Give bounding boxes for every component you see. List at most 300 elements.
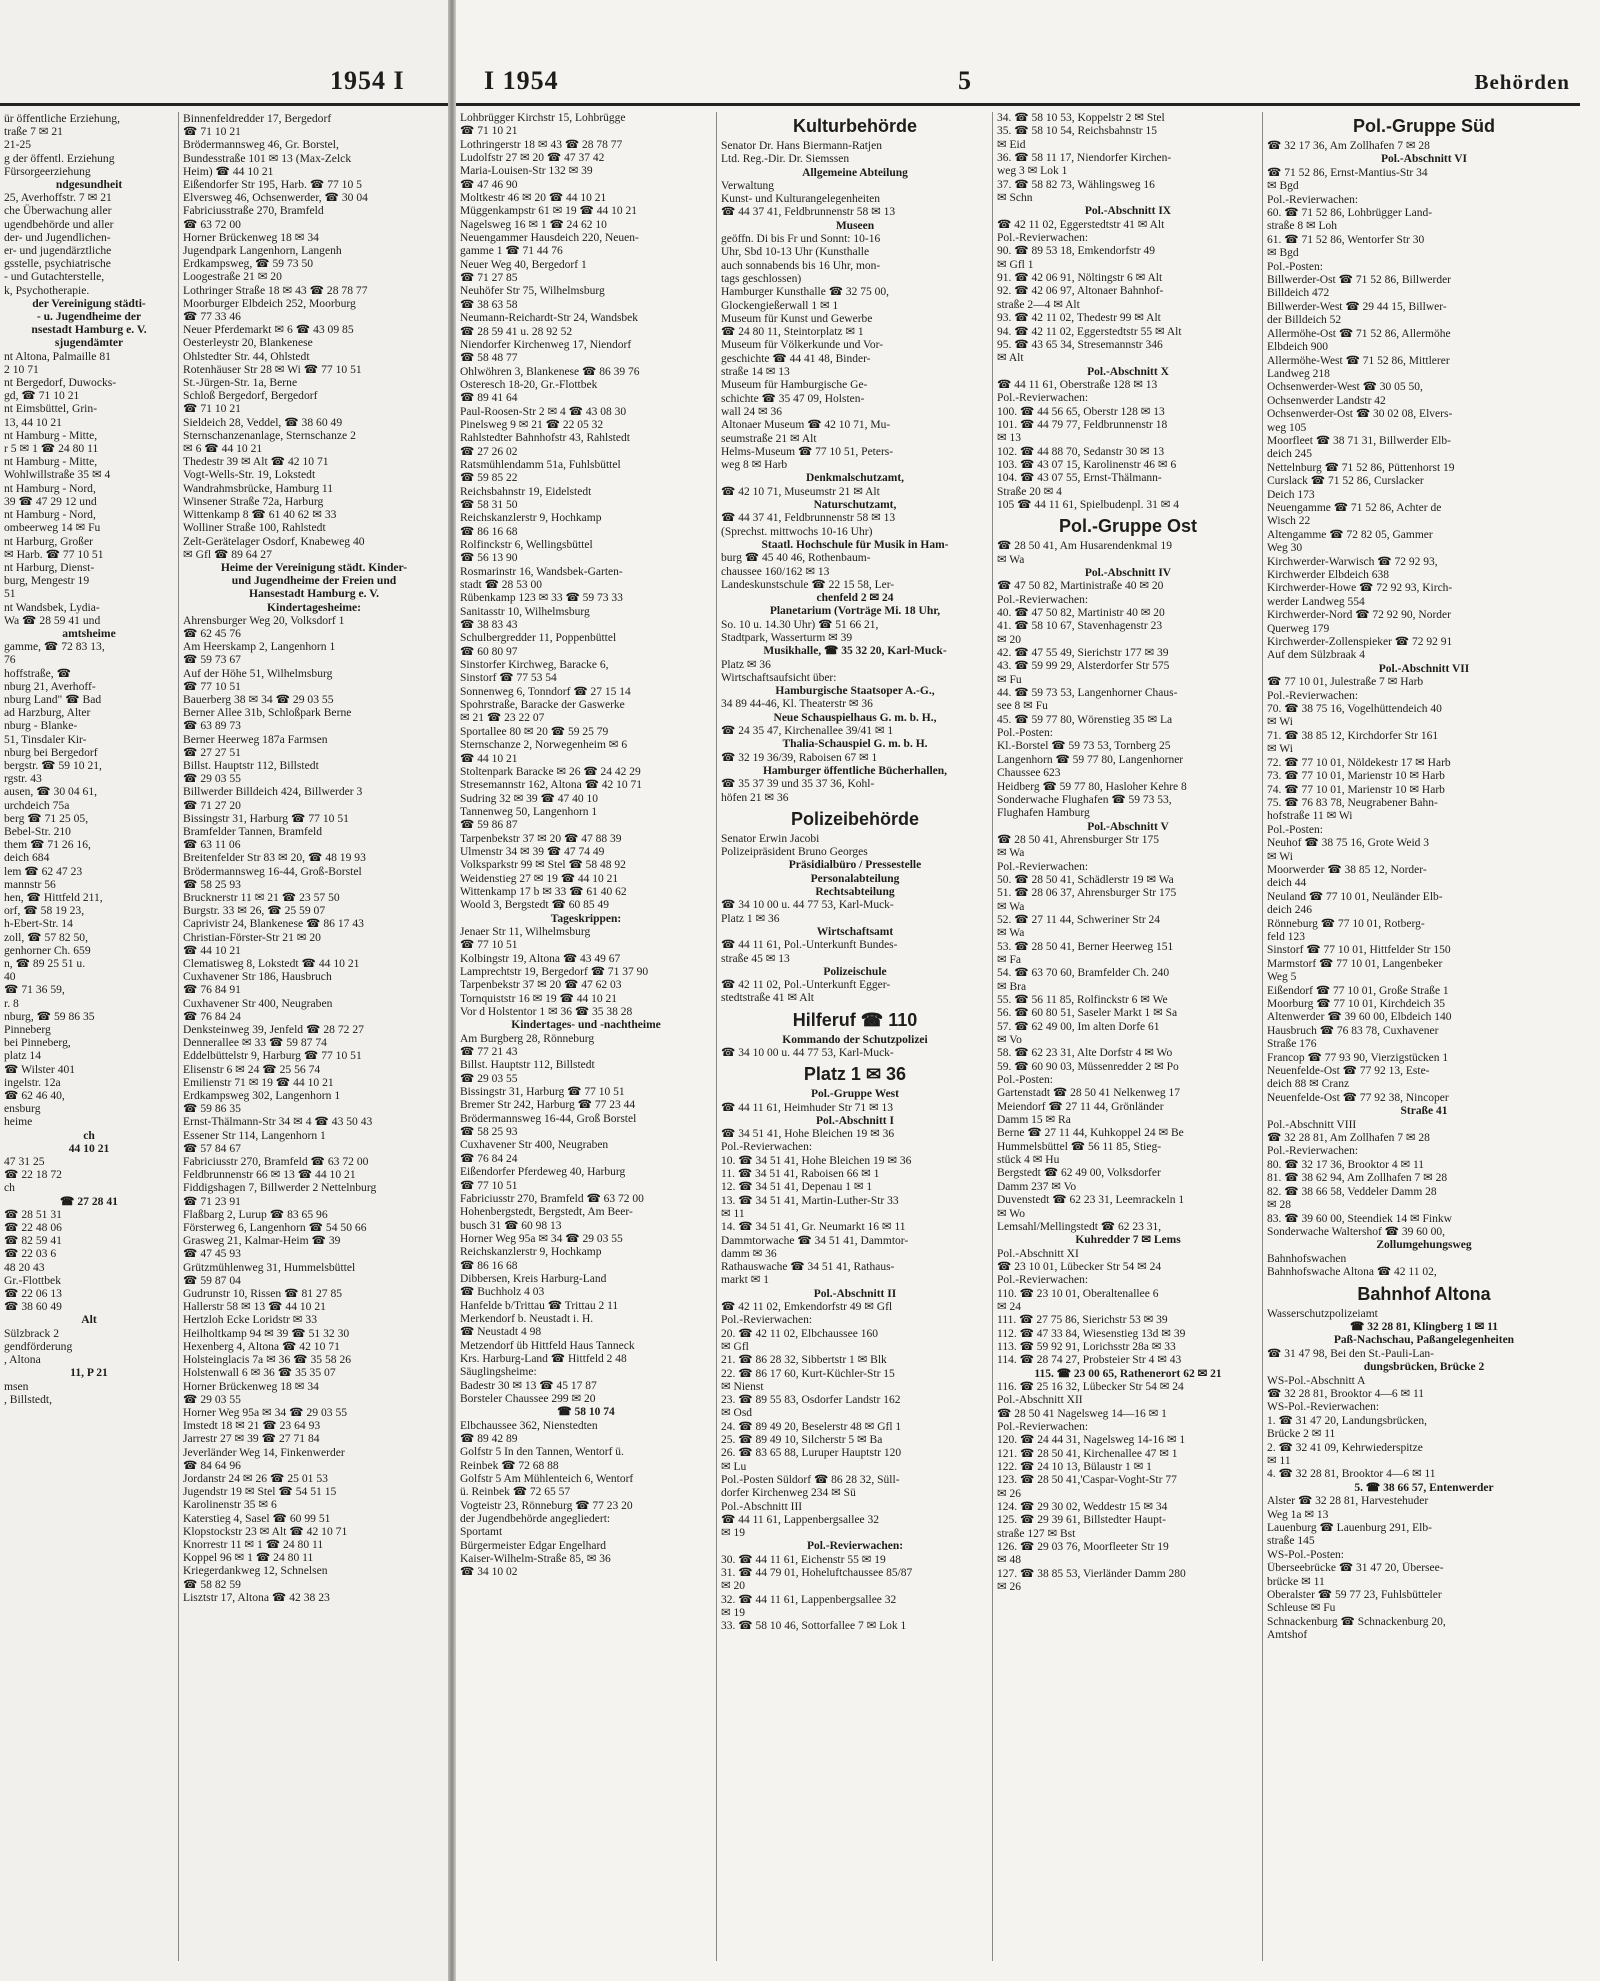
- section-heading: Kindertages- und -nachtheime: [511, 1019, 661, 1032]
- directory-line: Pol.-Revierwachen:: [997, 593, 1089, 606]
- directory-line: Senator Erwin Jacobi: [721, 832, 820, 845]
- directory-line: ☎ 57 84 67: [183, 1141, 241, 1155]
- directory-line: ☎ 28 51 31: [4, 1207, 62, 1221]
- directory-line: 80. ☎ 32 17 36, Brooktor 4 ✉ 11: [1267, 1158, 1425, 1171]
- directory-line: 91. ☎ 42 06 91, Nöltingstr 6 ✉ Alt: [997, 272, 1163, 285]
- directory-line: feld 123: [1267, 930, 1306, 943]
- directory-line: Eißendorf ☎ 77 10 01, Große Straße 1: [1267, 984, 1449, 997]
- directory-line: Knorrestr 11 ✉ 1 ☎ 24 80 11: [183, 1537, 324, 1551]
- directory-line: ✉ Wa: [997, 927, 1025, 940]
- directory-line: ☎ 77 33 46: [183, 310, 241, 324]
- directory-line: Schnackenburg ☎ Schnackenburg 20,: [1267, 1615, 1446, 1628]
- directory-line: g der öffentl. Erziehung: [4, 151, 115, 165]
- directory-line: ☎ 34 10 00 u. 44 77 53, Karl-Muck-: [721, 1047, 894, 1059]
- directory-line: brücke ✉ 11: [1267, 1575, 1325, 1588]
- directory-line: straße 45 ✉ 13: [721, 952, 790, 965]
- directory-line: Wandrahmsbrücke, Hamburg 11: [183, 481, 334, 495]
- section-heading: chenfeld 2 ✉ 24: [816, 592, 894, 605]
- directory-line: ☎ 59 86 87: [460, 819, 518, 832]
- directory-line: Neuer Pferdemarkt ✉ 6 ☎ 43 09 85: [183, 323, 354, 337]
- directory-line: geschichte ☎ 44 41 48, Binder-: [721, 352, 871, 365]
- directory-line: dorfer Kirchenweg 234 ✉ Sü: [721, 1487, 856, 1500]
- directory-line: Neuenfelde-Ost ☎ 77 92 38, Nincoper: [1267, 1091, 1449, 1104]
- directory-line: Clematisweg 8, Lokstedt ☎ 44 10 21: [183, 957, 360, 970]
- directory-line: Weg 30: [1267, 542, 1303, 555]
- directory-line: Osteresch 18-20, Gr.-Flottbek: [460, 378, 598, 391]
- directory-line: Curslack ☎ 71 52 86, Curslacker: [1267, 475, 1424, 488]
- directory-line: ☎ 47 50 82, Martinistraße 40 ✉ 20: [997, 580, 1164, 593]
- directory-line: 126. ☎ 29 03 76, Moorfleeter Str 19: [997, 1541, 1169, 1554]
- directory-line: Woold 3, Bergstedt ☎ 60 85 49: [460, 899, 609, 912]
- directory-line: So. 10 u. 14.30 Uhr) ☎ 51 66 21,: [721, 618, 879, 631]
- directory-line: Pol.-Revierwachen:: [997, 860, 1089, 873]
- directory-line: Straße 176: [1267, 1038, 1317, 1051]
- directory-line: ✉ 20: [997, 633, 1022, 646]
- directory-line: ☎ 62 46 40,: [4, 1089, 65, 1103]
- directory-line: Wolliner Straße 100, Rahlstedt: [183, 521, 326, 535]
- directory-line: ☎ 71 27 20: [183, 798, 241, 812]
- directory-line: Ltd. Reg.-Dir. Dr. Siemssen: [721, 153, 850, 166]
- directory-line: ☎ Wilster 401: [4, 1062, 76, 1076]
- directory-line: Eißendorfer Str 195, Harb. ☎ 77 10 5: [183, 178, 362, 192]
- directory-line: Pol.-Revierwachen:: [997, 1421, 1089, 1433]
- section-title: Behörden: [1474, 70, 1570, 94]
- directory-line: ✉ Wa: [997, 553, 1025, 566]
- directory-line: Langenhorn ☎ 59 77 80, Langenhorner: [997, 753, 1184, 766]
- directory-line: 43. ☎ 59 99 29, Alsterdorfer Str 575: [997, 660, 1170, 673]
- directory-line: 25. ☎ 89 49 10, Silcherstr 5 ✉ Ba: [721, 1434, 883, 1447]
- directory-line: 124. ☎ 29 30 02, Weddestr 15 ✉ 34: [997, 1501, 1168, 1514]
- directory-line: Moltkestr 46 ✉ 20 ☎ 44 10 21: [460, 192, 607, 205]
- directory-line: nburg bei Bergedorf: [4, 745, 98, 759]
- section-heading: sjugendämter: [54, 336, 124, 350]
- directory-line: 47 31 25: [4, 1155, 45, 1169]
- directory-line: Eißendorfer Pferdeweg 40, Harburg: [460, 1166, 626, 1179]
- directory-line: ✉ 26: [997, 1487, 1022, 1500]
- section-heading: Platz 1 ✉ 36: [803, 1064, 907, 1085]
- directory-line: ✉ 26: [997, 1581, 1022, 1594]
- directory-line: Erdkampsweg 302, Langenhorn 1: [183, 1089, 341, 1103]
- directory-line: Horner Brückenweg 18 ✉ 34: [183, 230, 319, 244]
- directory-line: ☎ 56 13 90: [460, 552, 518, 565]
- directory-line: ✉ 6 ☎ 44 10 21: [183, 442, 263, 456]
- directory-line: 103. ☎ 43 07 15, Karolinenstr 46 ✉ 6: [997, 458, 1177, 471]
- directory-line: 1. ☎ 31 47 20, Landungsbrücken,: [1267, 1414, 1427, 1427]
- directory-line: geöffn. Di bis Fr und Sonnt: 10-16: [721, 233, 881, 246]
- directory-line: 82. ☎ 38 66 58, Veddeler Damm 28: [1267, 1185, 1437, 1198]
- directory-line: höfen 21 ✉ 36: [721, 791, 789, 804]
- directory-line: 122. ☎ 24 10 13, Bülaustr 1 ✉ 1: [997, 1461, 1152, 1474]
- directory-line: ✉ Bgd: [1267, 180, 1299, 193]
- directory-line: 127. ☎ 38 85 53, Vierländer Damm 280: [997, 1567, 1186, 1580]
- directory-line: 39 ☎ 47 29 12 und: [4, 494, 97, 508]
- directory-line: lem ☎ 62 47 23: [4, 864, 83, 878]
- directory-line: ☎ 77 10 01, Julestraße 7 ✉ Harb: [1267, 676, 1424, 689]
- directory-line: Am Heerskamp 2, Langenhorn 1: [183, 640, 336, 654]
- directory-line: Museum für Hamburgische Ge-: [721, 379, 868, 392]
- section-heading: 44 10 21: [68, 1141, 110, 1155]
- directory-line: , Altona: [4, 1353, 41, 1367]
- directory-line: mannstr 56: [4, 877, 56, 891]
- directory-line: markt ✉ 1: [721, 1274, 769, 1287]
- directory-line: Gr.-Flottbek: [4, 1273, 62, 1287]
- directory-line: 94. ☎ 42 11 02, Eggerstedtstr 55 ✉ Alt: [997, 325, 1182, 338]
- directory-line: Polizeipräsident Bruno Georges: [721, 846, 868, 859]
- directory-line: ☎ 31 47 98, Bei den St.-Pauli-Lan-: [1267, 1347, 1434, 1360]
- directory-line: ☎ 42 10 71, Museumstr 21 ✉ Alt: [721, 485, 880, 498]
- directory-line: St.-Jürgen-Str. 1a, Berne: [183, 376, 298, 390]
- directory-line: Paul-Roosen-Str 2 ✉ 4 ☎ 43 08 30: [460, 405, 627, 418]
- directory-line: Thedestr 39 ✉ Alt ☎ 42 10 71: [183, 455, 329, 469]
- directory-line: Karolinenstr 35 ✉ 6: [183, 1498, 277, 1512]
- directory-line: ☎ 59 86 35: [183, 1102, 241, 1116]
- directory-line: ☎ 32 17 36, Am Zollhafen 7 ✉ 28: [1267, 140, 1430, 152]
- directory-line: 12. ☎ 34 51 41, Depenau 1 ✉ 1: [721, 1181, 873, 1194]
- directory-line: Billdeich 472: [1267, 287, 1330, 300]
- directory-line: Wirtschaftsaufsicht über:: [721, 671, 837, 684]
- directory-line: Deich 173: [1267, 488, 1315, 501]
- directory-line: Pol.-Revierwachen:: [997, 232, 1089, 245]
- directory-line: weg 3 ✉ Lok 1: [997, 165, 1068, 178]
- directory-line: heime: [4, 1115, 33, 1129]
- directory-line: Heim) ☎ 44 10 21: [183, 164, 274, 178]
- directory-line: ☎ 32 28 81, Brooktor 4—6 ✉ 11: [1267, 1387, 1425, 1400]
- directory-line: Amtshof: [1267, 1629, 1308, 1642]
- directory-line: Berner Heerweg 187a Farmsen: [183, 732, 328, 746]
- directory-line: Sonnenweg 6, Tonndorf ☎ 27 15 14: [460, 685, 631, 698]
- directory-line: Berne ☎ 27 11 44, Kuhkoppel 24 ✉ Be: [997, 1127, 1184, 1140]
- directory-line: ☎ 38 60 49: [4, 1300, 62, 1314]
- directory-line: 90. ☎ 89 53 18, Emkendorfstr 49: [997, 245, 1156, 258]
- section-heading: ☎ 58 10 74: [557, 1406, 615, 1419]
- directory-line: Pol.-Revierwachen:: [997, 1274, 1089, 1287]
- section-heading: Wirtschaftsamt: [816, 925, 894, 938]
- directory-line: Flaßbarg 2, Lurup ☎ 83 65 96: [183, 1207, 328, 1221]
- directory-line: ☎ 77 10 51: [460, 939, 518, 952]
- directory-line: Cuxhavener Str 400, Neugraben: [183, 996, 333, 1010]
- directory-line: Wittenkamp 17 b ✉ 33 ☎ 61 40 62: [460, 885, 627, 898]
- directory-line: Nagelsweg 16 ✉ 1 ☎ 24 62 10: [460, 218, 607, 231]
- directory-line: ☎ 71 52 86, Ernst-Mantius-Str 34: [1267, 166, 1428, 179]
- directory-line: Försterweg 6, Langenhorn ☎ 54 50 66: [183, 1221, 367, 1235]
- directory-line: Billst. Hauptstr 112, Billstedt: [460, 1059, 595, 1072]
- directory-line: ausen, ☎ 30 04 61,: [4, 785, 98, 799]
- directory-line: ☎ 71 10 21: [183, 402, 241, 416]
- directory-line: 104. ☎ 43 07 55, Ernst-Thälmann-: [997, 472, 1162, 485]
- directory-line: Elbchaussee 362, Nienstedten: [460, 1419, 598, 1432]
- directory-line: Jugendstr 19 ✉ Stel ☎ 54 51 15: [183, 1485, 337, 1499]
- directory-line: Chaussee 623: [997, 767, 1061, 780]
- directory-line: ☎ 29 03 55: [183, 772, 241, 786]
- directory-line: Ohlstedter Str. 44, Ohlstedt: [183, 349, 310, 363]
- directory-line: Lothringer Straße 18 ✉ 43 ☎ 28 78 77: [183, 283, 368, 297]
- directory-line: ☎ 63 72 00: [183, 217, 241, 231]
- section-heading: 11, P 21: [70, 1366, 108, 1380]
- directory-line: ✉ Fu: [997, 673, 1022, 686]
- directory-line: 92. ☎ 42 06 97, Altonaer Bahnhof-: [997, 285, 1164, 298]
- header-rule: [0, 103, 448, 106]
- directory-line: them ☎ 71 26 16,: [4, 838, 91, 852]
- directory-line: Flughafen Hamburg: [997, 807, 1090, 820]
- directory-line: ☎ 44 11 61, Pol.-Unterkunft Bundes-: [721, 939, 898, 952]
- directory-line: Sinstorf ☎ 77 53 54: [460, 672, 557, 685]
- directory-line: Sieldeich 28, Veddel, ☎ 38 60 49: [183, 415, 343, 429]
- section-heading: Hansestadt Hamburg e. V.: [248, 587, 379, 601]
- directory-line: ☎ 22 06 13: [4, 1287, 62, 1301]
- section-heading: ☎ 27 28 41: [60, 1194, 118, 1208]
- directory-line: Moorburg ☎ 77 10 01, Kirchdeich 35: [1267, 998, 1445, 1010]
- directory-line: Eddelbüttelstr 9, Harburg ☎ 77 10 51: [183, 1049, 362, 1063]
- left-page: [0, 0, 448, 1981]
- directory-line: Lauenburg ☎ Lauenburg 291, Elb-: [1267, 1522, 1432, 1535]
- directory-line: wall 24 ✉ 36: [721, 405, 783, 418]
- directory-line: ✉ 20: [721, 1580, 746, 1593]
- directory-line: ☎ 38 83 43: [460, 619, 518, 632]
- directory-line: Ahrensburger Weg 20, Volksdorf 1: [183, 613, 345, 627]
- directory-line: Nettelnburg ☎ 71 52 86, Püttenhorst 19: [1267, 461, 1455, 474]
- directory-line: gd, ☎ 71 10 21: [4, 389, 80, 403]
- directory-line: Grasweg 21, Kalmar-Heim ☎ 39: [183, 1234, 341, 1248]
- directory-line: 110. ☎ 23 10 01, Oberaltenallee 6: [997, 1287, 1159, 1300]
- section-heading: Pol.-Gruppe Ost: [1058, 516, 1197, 537]
- directory-line: ☎ 28 50 41, Ahrensburger Str 175: [997, 833, 1160, 846]
- directory-line: Tarpenbekstr 37 ✉ 20 ☎ 47 62 03: [460, 979, 622, 992]
- directory-line: ☎ 44 11 61, Heimhuder Str 71 ✉ 13: [721, 1101, 894, 1114]
- directory-line: ☎ 76 84 24: [460, 1152, 518, 1165]
- directory-line: ☎ 60 80 97: [460, 645, 518, 658]
- header-rule: [456, 103, 1580, 106]
- directory-line: ✉ Eid: [997, 138, 1026, 151]
- directory-line: nt Altona, Palmaille 81: [4, 349, 111, 363]
- directory-line: rgstr. 43: [4, 772, 42, 786]
- directory-line: ✉ Bgd: [1267, 247, 1299, 260]
- section-heading: Kommando der Schutzpolizei: [782, 1033, 928, 1046]
- directory-line: platz 14: [4, 1049, 42, 1063]
- directory-line: Ludolfstr 27 ✉ 20 ☎ 47 37 42: [460, 152, 605, 165]
- directory-line: Vogteistr 23, Rönneburg ☎ 77 23 20: [460, 1499, 633, 1512]
- directory-line: Neuer Weg 40, Bergedorf 1: [460, 258, 587, 271]
- directory-line: Bundesstraße 101 ✉ 13 (Max-Zelck: [183, 151, 352, 165]
- directory-line: Sülzbrack 2: [4, 1326, 60, 1340]
- section-heading: Polizeibehörde: [790, 808, 920, 829]
- directory-line: Fürsorgeerziehung: [4, 164, 91, 178]
- directory-line: 14. ☎ 34 51 41, Gr. Neumarkt 16 ✉ 11: [721, 1221, 906, 1234]
- section-heading: Heime der Vereinigung städt. Kinder-: [220, 560, 408, 574]
- directory-line: ☎ 59 85 22: [460, 472, 518, 485]
- section-heading: Kuhredder 7 ✉ Lems: [1075, 1234, 1181, 1247]
- directory-line: (Sprechst. mittwochs 10-16 Uhr): [721, 525, 873, 538]
- directory-line: 45. ☎ 59 77 80, Wörenstieg 35 ✉ La: [997, 713, 1173, 726]
- directory-line: ☎ 22 48 06: [4, 1221, 62, 1235]
- directory-line: Tornquiststr 16 ✉ 19 ☎ 44 10 21: [460, 992, 618, 1005]
- directory-line: ✉ Gfl: [721, 1340, 749, 1353]
- column-2: [716, 112, 989, 1961]
- directory-line: 60. ☎ 71 52 86, Lohbrügger Land-: [1267, 207, 1433, 220]
- directory-line: 111. ☎ 27 75 86, Sierichstr 53 ✉ 39: [997, 1314, 1168, 1327]
- directory-line: Weidenstieg 27 ✉ 19 ☎ 44 10 21: [460, 872, 619, 885]
- directory-line: Pol.-Posten:: [1267, 823, 1323, 836]
- directory-line: Helms-Museum ☎ 77 10 51, Peters-: [721, 445, 894, 458]
- directory-line: 71. ☎ 38 85 12, Kirchdorfer Str 161: [1267, 729, 1439, 742]
- directory-line: Hexenberg 4, Altona ☎ 42 10 71: [183, 1339, 340, 1353]
- directory-line: Koppel 96 ✉ 1 ☎ 24 80 11: [183, 1551, 314, 1565]
- directory-line: Sudring 32 ✉ 39 ☎ 47 40 10: [460, 792, 599, 805]
- directory-line: Hallerstr 58 ✉ 13 ☎ 44 10 21: [183, 1300, 326, 1314]
- directory-line: Christian-Förster-Str 21 ✉ 20: [183, 930, 321, 944]
- section-heading: Naturschutzamt,: [813, 499, 897, 512]
- directory-line: Rolfinckstr 6, Wellingsbüttel: [460, 539, 593, 551]
- directory-line: ☎ 77 10 51: [183, 679, 241, 693]
- directory-line: nt Wandsbek, Lydia-: [4, 600, 100, 614]
- directory-line: 100. ☎ 44 56 65, Oberstr 128 ✉ 13: [997, 405, 1165, 418]
- directory-line: ☎ 42 11 02, Emkendorfstr 49 ✉ Gfl: [721, 1301, 893, 1314]
- directory-line: ☎ 38 63 58: [460, 298, 518, 311]
- section-heading: ☎ 32 28 81, Klingberg 1 ✉ 11: [1350, 1320, 1498, 1333]
- right-page: [456, 0, 1600, 1981]
- directory-line: Platz ✉ 36: [721, 658, 771, 671]
- directory-line: ✉ Vo: [997, 1034, 1022, 1047]
- directory-line: 44. ☎ 59 73 53, Langenhorner Chaus-: [997, 687, 1178, 700]
- directory-line: Zelt-Gerätelager Osdorf, Knabeweg 40: [183, 534, 365, 548]
- directory-line: 113. ☎ 59 92 91, Lorichsstr 28a ✉ 33: [997, 1340, 1176, 1353]
- directory-line: burg ☎ 45 40 46, Rothenbaum-: [721, 552, 871, 565]
- directory-line: ☎ 34 10 02: [460, 1566, 518, 1579]
- directory-line: ☎ 71 10 21: [460, 125, 518, 138]
- directory-line: ☎ 44 10 21: [183, 943, 241, 957]
- directory-line: Moorfleet ☎ 38 71 31, Billwerder Elb-: [1267, 434, 1451, 447]
- directory-line: Pol.-Abschnitt XI: [997, 1247, 1079, 1260]
- section-heading: dungsbrücken, Brücke 2: [1363, 1361, 1485, 1374]
- directory-line: 93. ☎ 42 11 02, Thedestr 99 ✉ Alt: [997, 312, 1161, 325]
- directory-line: , Billstedt,: [4, 1392, 52, 1406]
- directory-line: 34. ☎ 58 10 53, Koppelstr 2 ✉ Stel: [997, 112, 1165, 124]
- directory-line: Hanfelde b/Trittau ☎ Trittau 2 11: [460, 1299, 619, 1312]
- directory-line: Lisztstr 17, Altona ☎ 42 38 23: [183, 1590, 330, 1604]
- directory-line: WS-Pol.-Posten:: [1267, 1548, 1344, 1561]
- section-heading: Tageskrippen:: [550, 912, 622, 925]
- directory-line: 59. ☎ 60 90 03, Müssenredder 2 ✉ Po: [997, 1060, 1179, 1073]
- section-heading: ch: [83, 1128, 95, 1142]
- directory-line: ☎ 86 16 68: [460, 525, 518, 538]
- directory-line: nburg - Blanke-: [4, 719, 78, 733]
- directory-line: ☎ 58 31 50: [460, 498, 518, 511]
- directory-line: Pol.-Revierwachen:: [1267, 1145, 1359, 1158]
- directory-line: Pol.-Revierwachen:: [1267, 689, 1359, 702]
- directory-line: Straße 20 ✉ 4: [997, 485, 1062, 498]
- directory-line: stadt ☎ 28 53 00: [460, 579, 543, 592]
- directory-line: ✉ Alt: [997, 352, 1024, 365]
- directory-line: 21. ☎ 86 28 32, Sibbertstr 1 ✉ Blk: [721, 1354, 887, 1367]
- section-heading: Thalia-Schauspiel G. m. b. H.: [782, 738, 928, 751]
- directory-line: ☎ 47 45 93: [183, 1247, 241, 1261]
- directory-line: Binnenfeldredder 17, Bergedorf: [183, 112, 332, 125]
- directory-line: Loogestraße 21 ✉ 20: [183, 270, 282, 284]
- directory-line: ☎ 44 11 61, Oberstraße 128 ✉ 13: [997, 378, 1158, 391]
- directory-line: Fabriciusstr 270, Bramfeld ☎ 63 72 00: [183, 1155, 369, 1169]
- directory-line: Kirchwerder-Zollenspieker ☎ 72 92 91: [1267, 636, 1453, 649]
- directory-line: Bahnhofswache Altona ☎ 42 11 02,: [1267, 1266, 1437, 1279]
- section-heading: nsestadt Hamburg e. V.: [31, 323, 147, 337]
- directory-line: ✉ 19: [721, 1606, 746, 1619]
- directory-line: 105 ☎ 44 11 61, Spielbudenpl. 31 ✉ 4: [997, 498, 1179, 511]
- section-heading: Paß-Nachschau, Paßangelegenheiten: [1333, 1334, 1515, 1347]
- section-heading: 115. ☎ 23 00 65, Rathenerort 62 ✉ 21: [1034, 1367, 1222, 1380]
- section-heading: Rechtsabteilung: [815, 886, 895, 899]
- directory-line: 52. ☎ 27 11 44, Schweriner Str 24: [997, 913, 1161, 926]
- directory-line: tags geschlossen): [721, 272, 802, 285]
- directory-line: werder Landweg 554: [1267, 595, 1365, 608]
- directory-line: Damm 237 ✉ Vo: [997, 1180, 1077, 1193]
- directory-line: traße 7 ✉ 21: [4, 125, 63, 139]
- directory-line: Museum für Völkerkunde und Vor-: [721, 339, 884, 352]
- directory-line: che Überwachung aller: [4, 204, 112, 218]
- section-heading: Pol.-Abschnitt II: [813, 1287, 897, 1300]
- directory-line: gendförderung: [4, 1339, 73, 1353]
- directory-line: ☎ 71 36 59,: [4, 983, 65, 997]
- directory-line: 36. ☎ 58 11 17, Niendorfer Kirchen-: [997, 152, 1172, 165]
- directory-line: Horner Brückenweg 18 ✉ 34: [183, 1379, 319, 1393]
- directory-line: Metzendorf üb Hittfeld Haus Tanneck: [460, 1339, 635, 1352]
- directory-line: ✉ Wi: [1267, 850, 1293, 863]
- directory-line: Wohlwillstraße 35 ✉ 4: [4, 468, 111, 482]
- directory-line: Bürgermeister Edgar Engelhard: [460, 1539, 607, 1552]
- directory-line: deich 684: [4, 851, 50, 865]
- directory-line: Spohrstraße, Baracke der Gaswerke: [460, 699, 625, 712]
- directory-line: 120. ☎ 24 44 31, Nagelsweg 14-16 ✉ 1: [997, 1434, 1186, 1447]
- directory-line: ☎ 27 27 51: [183, 745, 241, 759]
- directory-line: Stoltenpark Baracke ✉ 26 ☎ 24 42 29: [460, 765, 641, 778]
- directory-line: Schloß Bergedorf, Bergedorf: [183, 389, 318, 403]
- directory-line: ☎ 63 89 73: [183, 719, 241, 733]
- directory-line: Hertzloh Ecke Loridstr ✉ 33: [183, 1313, 317, 1327]
- directory-line: Kriegerdankweg 12, Schnelsen: [183, 1564, 328, 1578]
- directory-line: Moorburger Elbdeich 252, Moorburg: [183, 296, 356, 310]
- directory-line: Uhr, Sbd 10-13 Uhr (Kunsthalle: [721, 246, 870, 259]
- directory-line: 4. ☎ 32 28 81, Brooktor 4—6 ✉ 11: [1267, 1468, 1436, 1481]
- directory-line: Gudrunstr 10, Rissen ☎ 81 27 85: [183, 1287, 343, 1301]
- directory-line: Bauerberg 38 ✉ 34 ☎ 29 03 55: [183, 692, 334, 706]
- directory-line: Pol.-Posten Süldorf ☎ 86 28 32, Süll-: [721, 1473, 900, 1486]
- directory-line: nt Bergedorf, Duwocks-: [4, 376, 117, 390]
- directory-line: Pol.-Posten:: [997, 727, 1053, 740]
- directory-line: Jarrestr 27 ✉ 39 ☎ 27 71 84: [183, 1432, 320, 1446]
- directory-line: ☎ 77 21 43: [460, 1046, 518, 1059]
- right-page-header: [456, 66, 1600, 102]
- directory-line: ☎ 89 41 64: [460, 392, 518, 405]
- directory-line: Horner Weg 95a ✉ 34 ☎ 29 03 55: [183, 1405, 348, 1419]
- directory-line: ✉ 21 ☎ 23 22 07: [460, 712, 545, 725]
- directory-line: nburg Land" ☎ Bad: [4, 692, 102, 706]
- directory-line: 34 89 44-46, Kl. Theaterstr ✉ 36: [721, 698, 873, 711]
- directory-line: ✉ Bra: [997, 980, 1027, 993]
- directory-line: 75. ☎ 76 83 78, Neugrabener Bahn-: [1267, 796, 1438, 809]
- directory-line: 22. ☎ 86 17 60, Kurt-Küchler-Str 15: [721, 1367, 895, 1380]
- section-heading: Pol.-Abschnitt IV: [1084, 567, 1172, 579]
- directory-line: berg ☎ 71 25 05,: [4, 811, 89, 825]
- directory-line: ✉ 19: [721, 1527, 746, 1540]
- directory-line: 32. ☎ 44 11 61, Lappenbergsallee 32: [721, 1593, 897, 1606]
- directory-line: 61. ☎ 71 52 86, Wentorfer Str 30: [1267, 233, 1425, 246]
- directory-line: Kirchwerder-Warwisch ☎ 72 92 93,: [1267, 555, 1438, 568]
- directory-line: Pol.-Revierwachen:: [721, 1314, 813, 1327]
- left-page-header: 1954 I: [330, 66, 405, 95]
- directory-line: Jenaer Str 11, Wilhelmsburg: [460, 925, 591, 938]
- directory-line: hofstraße 11 ✉ Wi: [1267, 810, 1353, 823]
- directory-line: deich 245: [1267, 448, 1313, 461]
- directory-line: Überseebrücke ☎ 31 47 20, Übersee-: [1267, 1562, 1444, 1575]
- directory-line: Pol.-Revierwachen:: [997, 392, 1089, 405]
- directory-line: 42. ☎ 47 55 49, Sierichstr 177 ✉ 39: [997, 647, 1169, 660]
